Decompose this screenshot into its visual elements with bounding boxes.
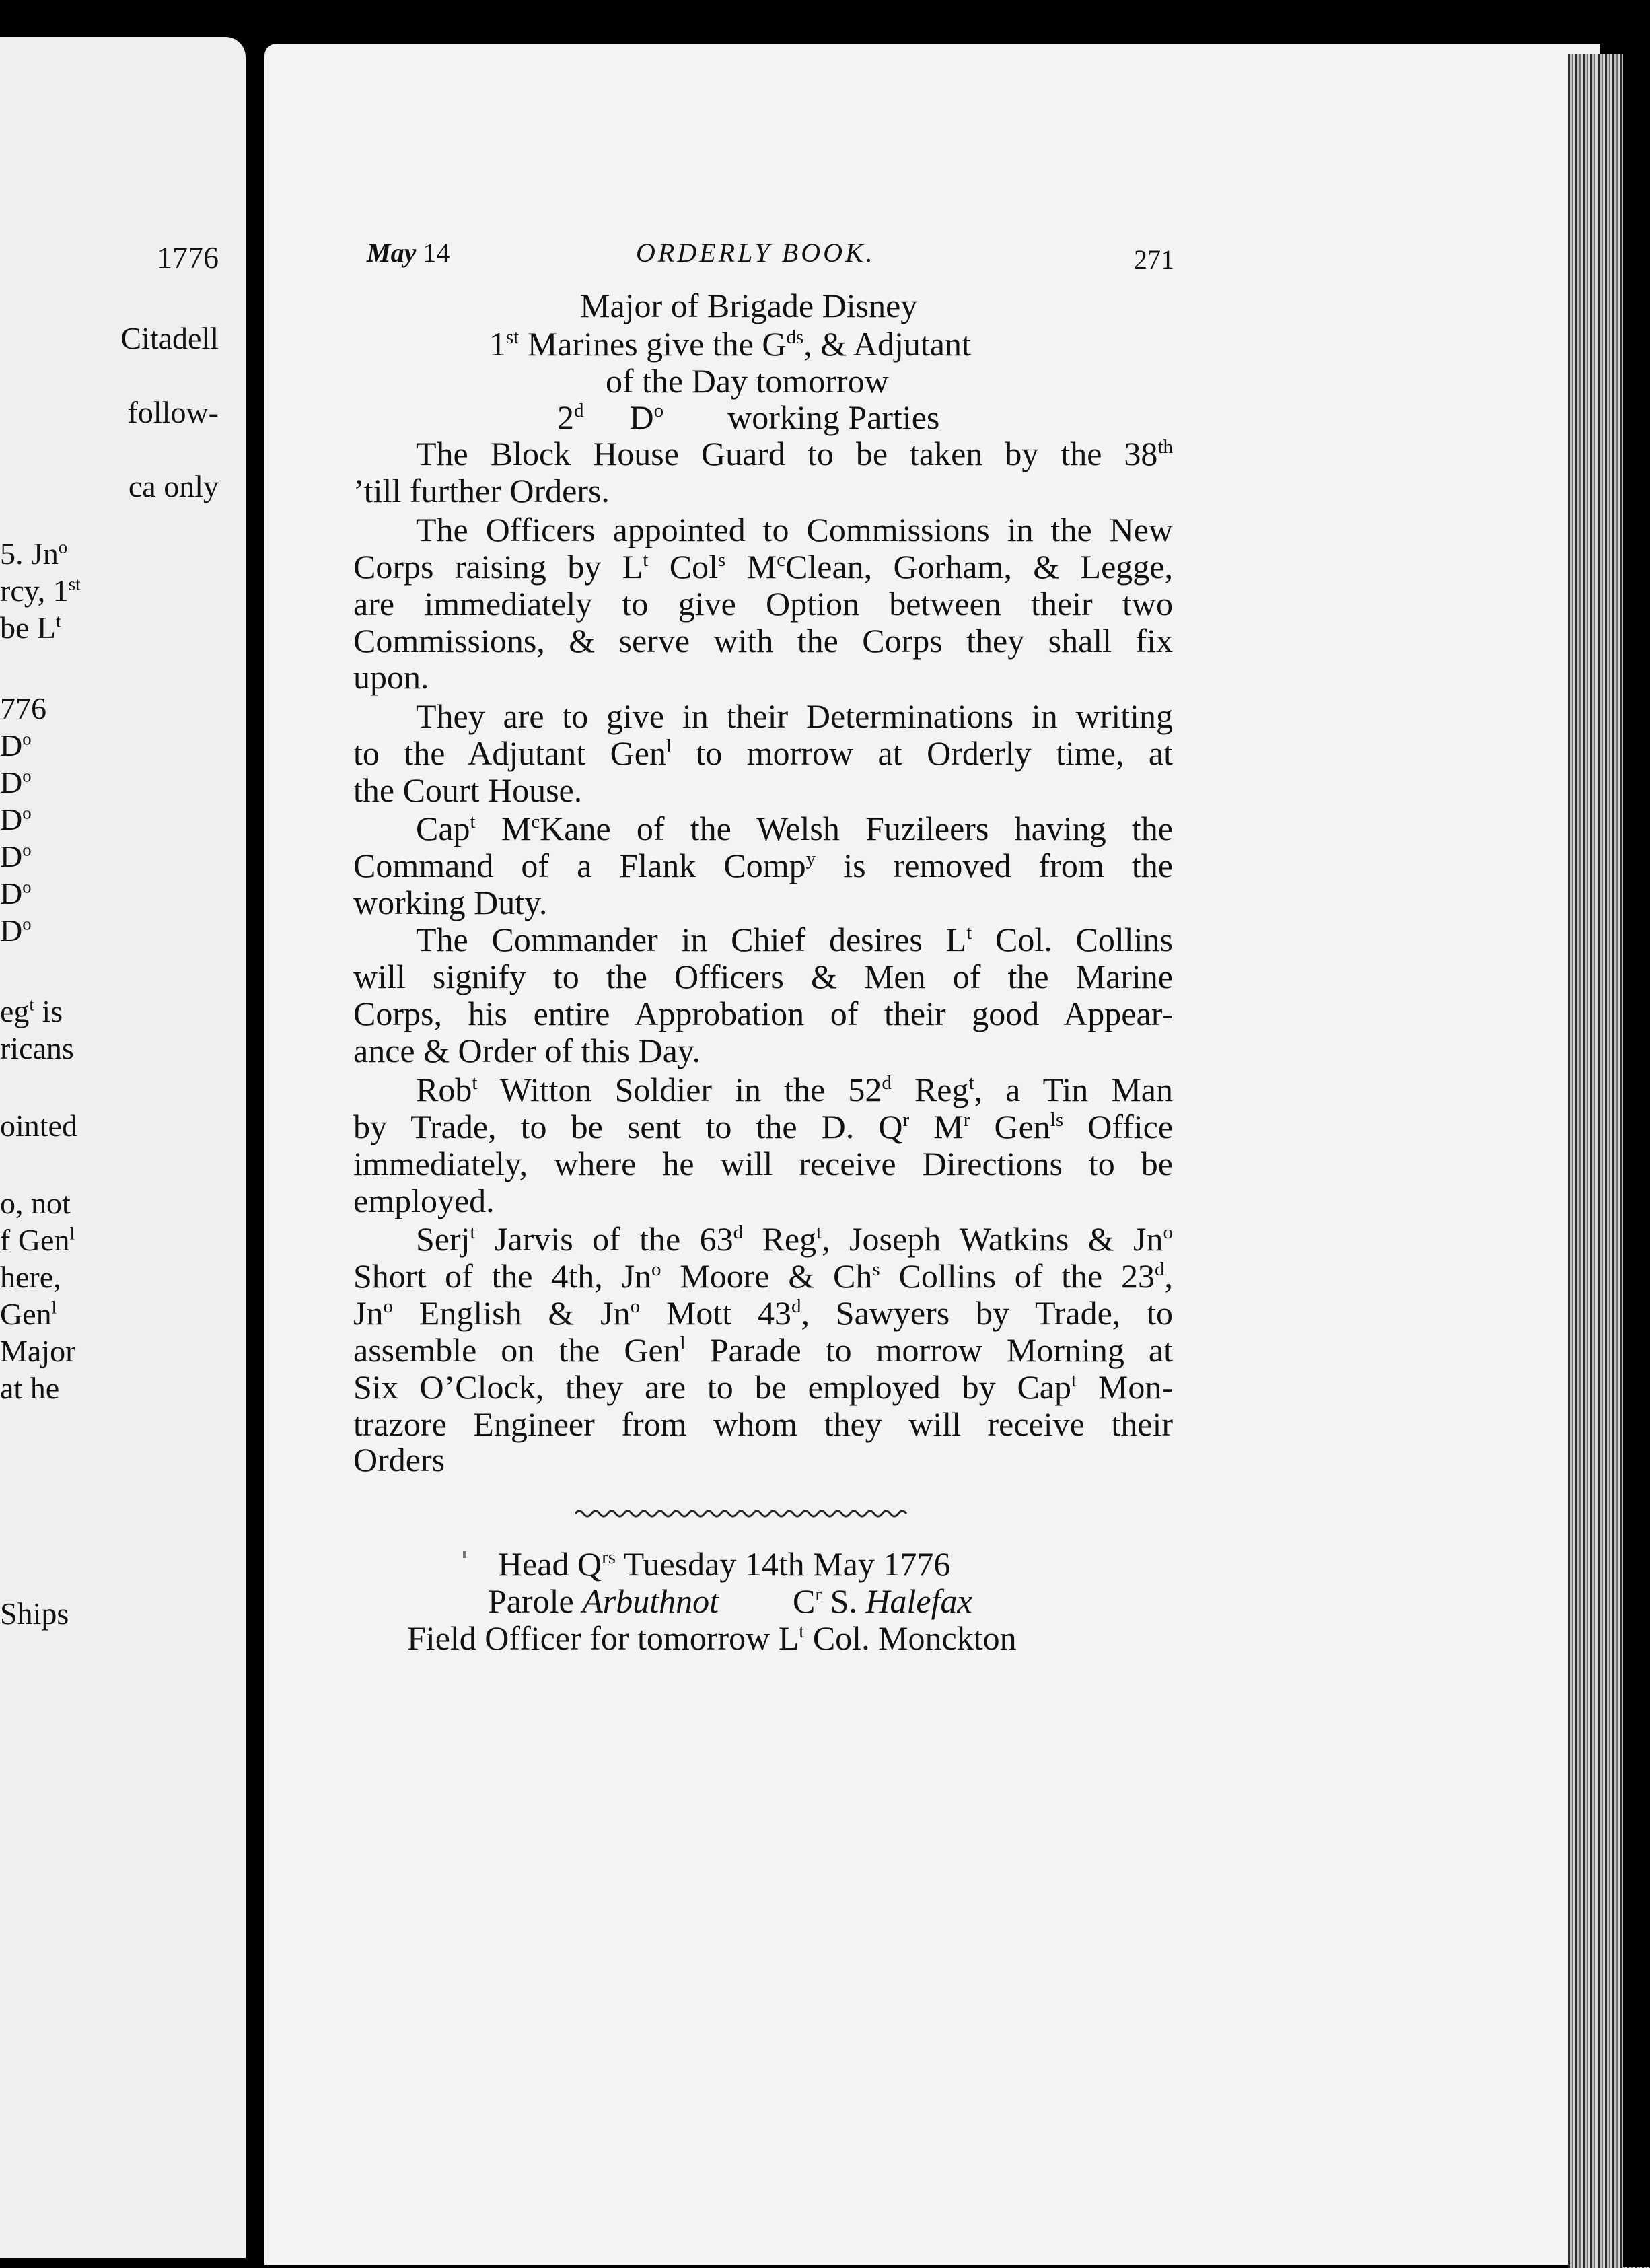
left-page-text: ointed <box>0 1108 77 1143</box>
left-page-ditto: $D^o$ <box>0 728 32 763</box>
left-page-ditto: $D^o$ <box>0 913 32 948</box>
paragraph-line: by Trade, to be sent to the D. $Q^r$ $M^r$ Gen$^{ls}$ Office <box>353 1108 1173 1145</box>
left-page-text: ricans <box>0 1031 74 1065</box>
paragraph-line: Cap$^t$ $M^cKane$ of the Welsh Fuzileers having the <box>416 810 1173 847</box>
paragraph-line: The Commander in Chief desires $L^t$ Col. Collins <box>416 921 1173 958</box>
wavy-divider <box>575 1506 912 1521</box>
left-page-ditto: $D^o$ <box>0 802 32 837</box>
paragraph-line: assemble on the Gen$^l$ Parade to morrow Morning at <box>353 1331 1174 1369</box>
paragraph-line: Command of a Flank Comp$^y$ is removed from the <box>353 847 1173 884</box>
paragraph-line: to the Adjutant Gen$^l$ to morrow at Orderly time, at <box>353 734 1173 772</box>
left-page-text: follow- <box>127 395 219 429</box>
paragraph-line: are immediately to give Option between their two <box>353 585 1173 623</box>
left-page-fragment <box>0 37 246 2258</box>
paragraph-line: immediately, where he will receive Directions to be <box>353 1145 1173 1182</box>
paragraph-line: ’till further Orders. <box>353 472 610 509</box>
paragraph-line: Jn$^o$ English & Jn$^o$ Mott 43$^d$, Sawyers by Trade, to <box>353 1294 1173 1332</box>
parole-line: Parole Arbuthnot $C^r$ S. Halefax <box>488 1582 972 1620</box>
running-head-title: ORDERLY BOOK. <box>636 238 875 268</box>
brigade-major-line: Major of Brigade Disney <box>580 287 918 324</box>
paragraph-line: The Officers appointed to Commissions in the New <box>416 511 1173 548</box>
paragraph-line: Commissions, & serve with the Corps they shall fix <box>353 622 1173 660</box>
paragraph-line: The Block House Guard to be taken by the 38th <box>416 435 1173 472</box>
ink-mark <box>463 1551 466 1558</box>
paragraph-line: ance & Order of this Day. <box>353 1032 701 1069</box>
paragraph-line: Short of the 4th, Jn$^o$ Moore & Ch$^s$ Collins of the 23$^d$, <box>353 1257 1174 1295</box>
field-officer-line: Field Officer for tomorrow $L^t$ Col. Monckton <box>407 1619 1017 1657</box>
paragraph-line: Corps raising by $L^t$ Col$^s$ $M^cClean$, Gorham, & Legge, <box>353 548 1173 586</box>
paragraph-line: working Duty. <box>353 884 548 921</box>
left-page-text: o, not <box>0 1186 71 1220</box>
paragraph-line: upon. <box>353 658 429 696</box>
left-page-text: 776 <box>0 691 46 725</box>
left-page-ditto: $D^o$ <box>0 876 32 911</box>
paragraph-line: trazore Engineer from whom they will receive their <box>353 1405 1173 1443</box>
running-head-date: May 14 <box>367 238 450 268</box>
paragraph-line: the Court House. <box>353 771 583 809</box>
paragraph-line: employed. <box>353 1182 495 1219</box>
paragraph-line: will signify to the Officers & Men of the Marine <box>353 958 1173 995</box>
page-number: 271 <box>1134 244 1174 275</box>
left-page-text: here, <box>0 1260 61 1294</box>
paragraph-line: Orders <box>353 1441 445 1479</box>
left-page-text: Citadell <box>120 321 219 355</box>
left-page-text: Ships <box>0 1596 69 1631</box>
headquarters-line: Head $Q^{rs}$ Tuesday 14th May 1776 <box>498 1545 951 1583</box>
left-page-text: at he <box>0 1371 60 1405</box>
paragraph-line: Serj$^t$ Jarvis of the 63$^d$ Reg$^t$, Joseph Watkins & Jn$^o$ <box>416 1220 1173 1258</box>
left-page-text: Gen$^l$ <box>0 1297 57 1331</box>
marines-line: 1st Marines give the $G^{ds}$, & Adjutant <box>489 325 971 363</box>
left-page-text: f Gen$^l$ <box>0 1223 75 1257</box>
working-parties-line: 2$^d$ $D^o$ working Parties <box>557 398 940 436</box>
left-page-year: 1776 <box>157 240 219 275</box>
left-page-text: Major <box>0 1334 76 1368</box>
left-page-ditto: $D^o$ <box>0 839 32 874</box>
paragraph-line: Corps, his entire Approbation of their good Appear- <box>353 995 1173 1032</box>
book-gutter <box>246 0 264 2267</box>
left-page-text: $eg^t$ is <box>0 994 63 1028</box>
page-edge-shadow <box>1623 0 1650 2267</box>
paragraph-line: Six O’Clock, they are to be employed by Cap$^t$ Mon- <box>353 1368 1174 1406</box>
paragraph-line: They are to give in their Determinations in writing <box>416 697 1173 735</box>
day-tomorrow-line: of the Day tomorrow <box>606 362 889 400</box>
left-page-ditto: $D^o$ <box>0 765 32 800</box>
left-page-text: rcy, 1st <box>0 573 81 608</box>
left-page-text: be $L^t$ <box>0 610 61 645</box>
paragraph-line: Rob$^t$ Witton Soldier in the 52$^d$ Reg$^t$, a Tin Man <box>416 1071 1174 1108</box>
left-page-text: ca only <box>128 469 219 503</box>
left-page-text: 5. Jn$^o$ <box>0 536 68 571</box>
